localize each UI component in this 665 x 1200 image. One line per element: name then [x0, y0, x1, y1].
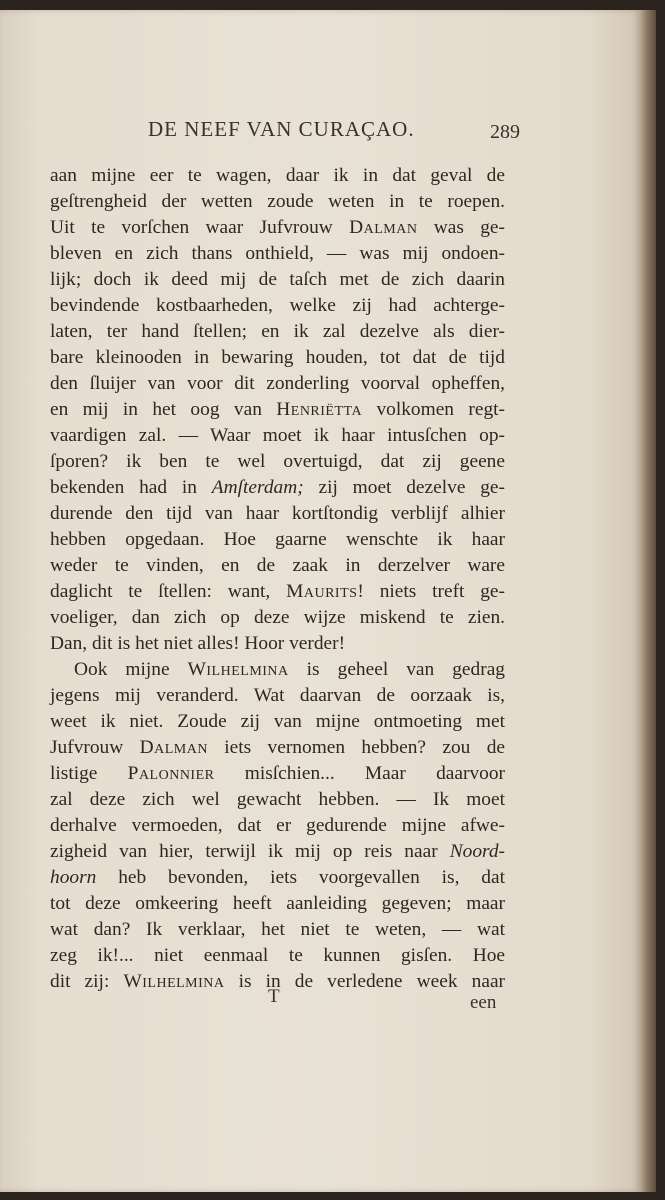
text-line — [50, 371, 505, 397]
line-text: bekenden had in — [50, 477, 212, 498]
italic-text: hoorn — [50, 867, 97, 888]
text-line — [50, 787, 505, 813]
text-line — [50, 319, 505, 345]
text-line — [50, 189, 505, 215]
line-text: misſchien... Maar daarvoor — [214, 763, 505, 784]
line-text: iets vernomen hebben? zou de — [207, 737, 505, 758]
line-text: bare kleinooden in bewaring houden, tot dat de tijd — [50, 347, 505, 368]
book-page — [0, 10, 640, 1192]
line-text: en mij in het oog van — [50, 399, 277, 420]
text-line — [50, 215, 505, 241]
text-line — [50, 709, 505, 735]
page-number: 289 — [490, 121, 520, 143]
line-text: Uit te vorſchen waar Jufvrouw — [50, 217, 350, 238]
text-line — [50, 501, 505, 527]
small-caps-name: Henriëtta — [276, 399, 363, 420]
signature-mark: T — [268, 986, 280, 1007]
line-text: derhalve vermoeden, dat er gedurende mijne afwe- — [50, 815, 505, 836]
line-text: bevindende kostbaarheden, welke zij had achterge- — [50, 295, 505, 316]
line-text: daglicht te ſtellen: want, — [50, 581, 287, 602]
line-text: Ook mijne — [74, 659, 188, 680]
text-line — [50, 579, 505, 605]
text-line — [50, 163, 505, 189]
line-text: weet ik niet. Zoude zij van mijne ontmoeting met — [50, 711, 505, 732]
small-caps-name: Maurits — [286, 581, 358, 602]
small-caps-name: Wilhelmina — [187, 659, 289, 680]
text-line — [50, 449, 505, 475]
page-footer — [0, 986, 640, 1016]
italic-text: Noord- — [449, 841, 505, 862]
line-text: zal deze zich wel gewacht hebben. — Ik moet — [50, 789, 505, 810]
line-text: bleven en zich thans onthield, — was mij ondoen- — [50, 243, 505, 264]
text-line — [50, 267, 505, 293]
line-text: zeg ik!... niet eenmaal te kunnen gisſen. Hoe — [50, 945, 505, 966]
line-text: is geheel van gedrag — [288, 659, 505, 680]
line-text: ſporen? ik ben te wel overtuigd, dat zij geene — [50, 451, 505, 472]
text-line — [50, 683, 505, 709]
line-text: heb bevonden, iets voorgevallen is, dat — [96, 867, 505, 888]
line-text: Dan, dit is het niet alles! Hoor verder! — [50, 633, 346, 654]
text-line — [50, 527, 505, 553]
text-line — [50, 865, 505, 891]
page-header — [140, 117, 520, 147]
line-text: is in de verledene week naar — [224, 971, 506, 992]
text-line — [50, 345, 505, 371]
text-line — [50, 813, 505, 839]
text-line — [50, 475, 505, 501]
line-text: vaardigen zal. — Waar moet ik haar intusſchen op- — [50, 425, 505, 446]
line-text: jegens mij veranderd. Wat daarvan de oorzaak is, — [50, 685, 505, 706]
line-text: zigheid van hier, terwijl ik mij op reis naar — [50, 841, 450, 862]
text-line — [50, 423, 505, 449]
line-text: wat dan? Ik verklaar, het niet te weten, — wat — [50, 919, 505, 940]
text-line — [50, 657, 505, 683]
catchword: een — [470, 992, 497, 1013]
line-text: geſtrengheid der wetten zoude weten in te roepen. — [50, 191, 505, 212]
line-text: voeliger, dan zich op deze wijze miskend te zien. — [50, 607, 505, 628]
small-caps-name: Wilhelmina — [123, 971, 225, 992]
line-text: aan mijne eer te wagen, daar ik in dat geval de — [50, 165, 505, 186]
text-line — [50, 553, 505, 579]
text-line — [50, 917, 505, 943]
line-text: laten, ter hand ſtellen; en ik zal dezelve als dier- — [50, 321, 505, 342]
text-line — [50, 735, 505, 761]
line-text: den ſluijer van voor dit zonderling voorval opheffen, — [50, 373, 505, 394]
text-line — [50, 943, 505, 969]
running-title: DE NEEF VAN CURAÇAO. — [148, 117, 415, 141]
line-text: volkomen regt- — [362, 399, 505, 420]
line-text: ! niets treft ge- — [357, 581, 505, 602]
line-text: was ge- — [417, 217, 505, 238]
text-line — [50, 839, 505, 865]
line-text: durende den tijd van haar kortſtondig verblijf alhier — [50, 503, 505, 524]
small-caps-name: Dalman — [139, 737, 208, 758]
line-text: zij moet dezelve ge- — [303, 477, 505, 498]
text-line — [50, 605, 505, 631]
text-line — [50, 241, 505, 267]
line-text: listige — [50, 763, 128, 784]
line-text: lijk; doch ik deed mij de taſch met de zich daarin — [50, 269, 505, 290]
small-caps-name: Dalman — [349, 217, 418, 238]
page-edge — [640, 10, 656, 1192]
text-line — [50, 397, 505, 423]
line-text: tot deze omkeering heeft aanleiding gegeven; maar — [50, 893, 505, 914]
body-text — [50, 163, 505, 995]
small-caps-name: Palonnier — [127, 763, 215, 784]
line-text: weder te vinden, en de zaak in derzelver ware — [50, 555, 505, 576]
italic-text: Amſterdam; — [211, 477, 304, 498]
line-text: hebben opgedaan. Hoe gaarne wenschte ik haar — [50, 529, 505, 550]
text-line — [50, 891, 505, 917]
line-text: dit zij: — [50, 971, 124, 992]
text-line — [50, 293, 505, 319]
text-line — [50, 761, 505, 787]
text-line — [50, 631, 505, 657]
line-text: Jufvrouw — [50, 737, 140, 758]
